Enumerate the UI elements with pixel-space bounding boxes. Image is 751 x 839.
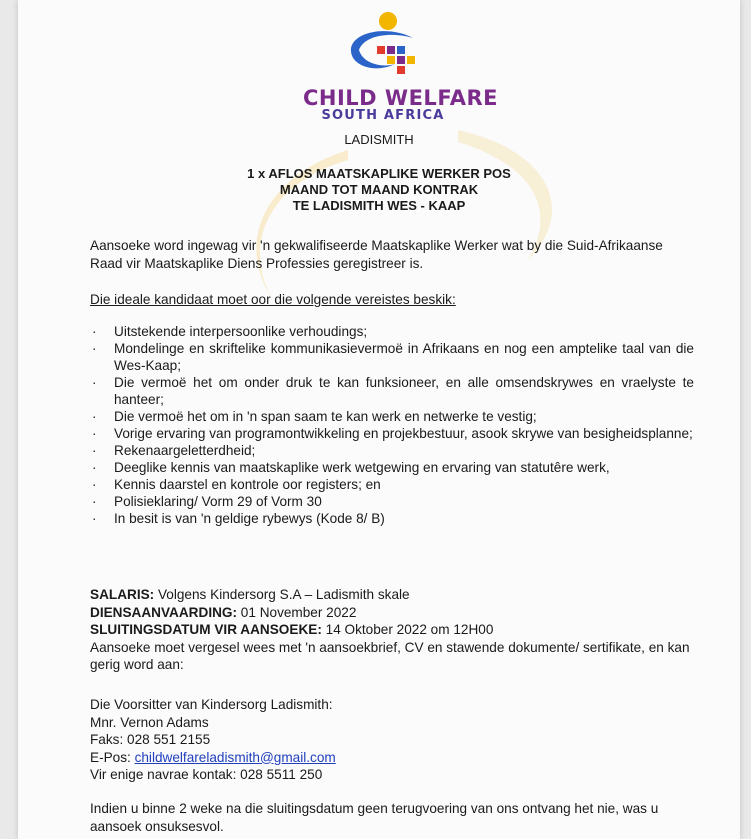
bullet-icon: · [92, 341, 97, 356]
email-link[interactable]: childwelfareladismith@gmail.com [134, 749, 336, 765]
heading-line: MAAND TOT MAAND KONTRAK [279, 182, 479, 197]
start-date-value: 01 November 2022 [237, 604, 357, 620]
closing-date-value: 14 Oktober 2022 om 12H00 [321, 622, 494, 637]
bullet-icon: · [92, 324, 97, 339]
contact-block [90, 696, 336, 784]
footer-note: Indien u binne 2 weke na die sluitingsdatum geen terugvoering van ons ontvang het nie, was u aansoek onsuksesvol. [90, 801, 659, 834]
list-item: · Uitstekende interpersoonlike verhoudings; [92, 324, 368, 339]
bullet-icon: · [92, 426, 97, 441]
list-item: · Deeglike kennis van maatskaplike werk wetgewing en ervaring van statutêre werk, [92, 460, 610, 475]
list-item: · Die vermoë het om onder druk te kan funksioneer, en alle omsendskrywes en vraelyste te hanteer; [92, 375, 694, 407]
list-item: · Rekenaargeletterdheid; [92, 443, 256, 458]
logo-subtitle: SOUTH AFRICA [321, 108, 445, 123]
list-item: · Die vermoë het om in 'n span saam te kan werk en netwerke te vestig; [92, 409, 537, 424]
list-item: · Vorige ervaring van programontwikkeling en projekbestuur, asook skrywe van besigheidsplanne; [92, 426, 693, 441]
bullet-icon: · [92, 460, 97, 475]
document-page [18, 0, 740, 839]
salary-label: SALARIS: [90, 587, 155, 602]
list-item: · In besit is van 'n geldige rybewys (Kode 8/ B) [92, 511, 385, 526]
logo-title: CHILD WELFARE [303, 86, 499, 110]
enquiries-number: Vir enige navrae kontak: 028 5511 250 [90, 767, 323, 782]
fax-number: Faks: 028 551 2155 [90, 732, 211, 747]
requirements-heading: Die ideale kandidaat moet oor die volgende vereistes beskik: [90, 292, 456, 307]
employment-terms [90, 586, 694, 674]
list-item: · Polisieklaring/ Vorm 29 of Vorm 30 [92, 494, 322, 509]
child-welfare-emblem-icon [333, 8, 433, 86]
child-welfare-logo [303, 8, 499, 138]
bullet-icon: · [92, 443, 97, 458]
bullet-icon: · [92, 511, 97, 526]
salary-value: Volgens Kindersorg S.A – Ladismith skale [154, 587, 410, 602]
list-item: · Kennis daarstel en kontrole oor registers; en [92, 477, 381, 492]
closing-date-label: SLUITINGSDATUM VIR AANSOEKE: [90, 622, 322, 637]
list-item: · Mondelinge en skriftelike kommunikasievermoë in Afrikaans en nog een amptelike taal van die Wes-Kaap; [92, 341, 694, 373]
contact-name: Mnr. Vernon Adams [90, 714, 209, 730]
bullet-icon: · [92, 477, 97, 492]
heading-line: 1 x AFLOS MAATSKAPLIKE WERKER POS [247, 166, 511, 181]
email-line [90, 749, 336, 767]
heading-line: TE LADISMITH WES - KAAP [292, 198, 466, 213]
bullet-icon: · [92, 409, 97, 424]
requirements-list [90, 323, 694, 527]
email-label: E-Pos: [90, 749, 135, 765]
start-date-line [90, 604, 694, 622]
bullet-icon: · [92, 494, 97, 509]
start-date-label: DIENSAANVAARDING: [90, 604, 238, 620]
branch-name: LADISMITH [344, 132, 414, 147]
documents-note: Aansoeke moet vergesel wees met 'n aansoekbrief, CV en stawende dokumente/ sertifikate, en kan gerig word aan: [90, 639, 690, 672]
bullet-icon: · [92, 375, 97, 390]
closing-date-line [90, 621, 694, 639]
position-heading [18, 166, 740, 214]
intro-paragraph: Aansoeke word ingewag vir 'n gekwalifiseerde Maatskaplike Werker wat by die Suid-Afrikaanse Raad vir Maatskaplike Diens Professies geregistreer is. [90, 238, 663, 271]
addressee: Die Voorsitter van Kindersorg Ladismith: [90, 697, 333, 712]
salary-line [90, 586, 694, 604]
